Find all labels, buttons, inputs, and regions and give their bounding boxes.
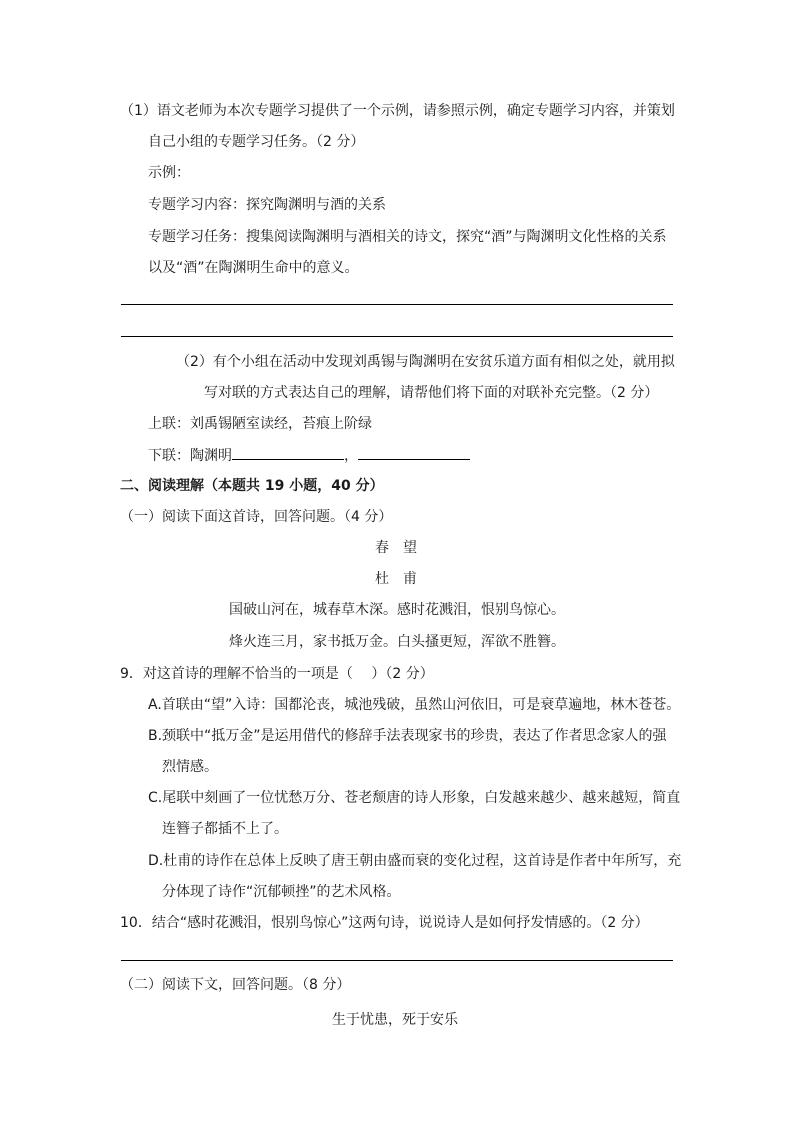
q9-stem: 9．对这首诗的理解不恰当的一项是（ ）（2 分） [120,666,434,682]
answer-line[interactable] [121,960,673,961]
poem-line: 国破山河在，城春草木深。感时花溅泪，恨别鸟惊心。 [229,602,565,618]
q1-line2: 自己小组的专题学习任务。（2 分） [148,134,365,150]
answer-line[interactable] [121,304,673,305]
fill-blank[interactable] [358,445,470,460]
q2-lower-prefix: 下联：陶渊明 [148,448,232,464]
q1-line1: （1）语文老师为本次专题学习提供了一个示例，请参照示例，确定专题学习内容，并策划 [120,103,675,119]
q9-option-b: B.颈联中“抵万金”是运用借代的修辞手法表现家书的珍贵，表达了作者思念家人的强 [148,728,667,744]
part1-intro: （一）阅读下面这首诗，回答问题。（4 分） [120,509,393,525]
q10-stem: 10．结合“感时花溅泪，恨别鸟惊心”这两句诗，说说诗人是如何抒发情感的。（2 分） [120,915,649,931]
poem-line: 烽火连三月，家书抵万金。白头搔更短，浑欲不胜簪。 [229,634,565,650]
q1-content: 专题学习内容：探究陶渊明与酒的关系 [148,197,386,213]
answer-line[interactable] [121,336,673,337]
q9-option-d-cont: 分体现了诗作“沉郁顿挫”的艺术风格。 [162,884,401,900]
poem-title: 春 望 [375,540,417,556]
q2-line1: （2）有个小组在活动中发现刘禹锡与陶渊明在安贫乐道方面有相似之处，就用拟 [176,354,675,370]
q2-upper-couplet: 上联：刘禹锡陋室读经，苔痕上阶绿 [148,416,372,432]
q9-option-c: C.尾联中刻画了一位忧愁万分、苍老颓唐的诗人形象，白发越来越少、越来越短，简直 [148,790,681,806]
q9-option-a: A.首联由“望”入诗：国都沦丧，城池残破，虽然山河依旧，可是衰草遍地，林木苍苍。 [148,697,681,713]
q2-lower-couplet [148,445,470,466]
q9-option-c-cont: 连簪子都插不上了。 [162,821,288,837]
q9-option-d: D.杜甫的诗作在总体上反映了唐王朝由盛而衰的变化过程，这首诗是作者中年所写，充 [148,853,682,869]
q1-task-line2: 以及“酒”在陶渊明生命中的意义。 [148,260,359,276]
poem-author: 杜 甫 [375,571,417,587]
section-heading: 二、阅读理解（本题共 19 小题，40 分） [120,478,384,494]
q2-comma: ， [344,448,358,464]
part2-intro: （二）阅读下文，回答问题。（8 分） [120,977,351,993]
passage-title: 生于忧患，死于安乐 [332,1012,458,1028]
q9-option-b-cont: 烈情感。 [162,759,218,775]
q2-line2: 写对联的方式表达自己的理解，请帮他们将下面的对联补充完整。（2 分） [204,385,659,401]
q1-task-line1: 专题学习任务：搜集阅读陶渊明与酒相关的诗文，探究“酒”与陶渊明文化性格的关系 [148,229,667,245]
fill-blank[interactable] [232,445,344,460]
q1-example-label: 示例： [148,165,190,181]
